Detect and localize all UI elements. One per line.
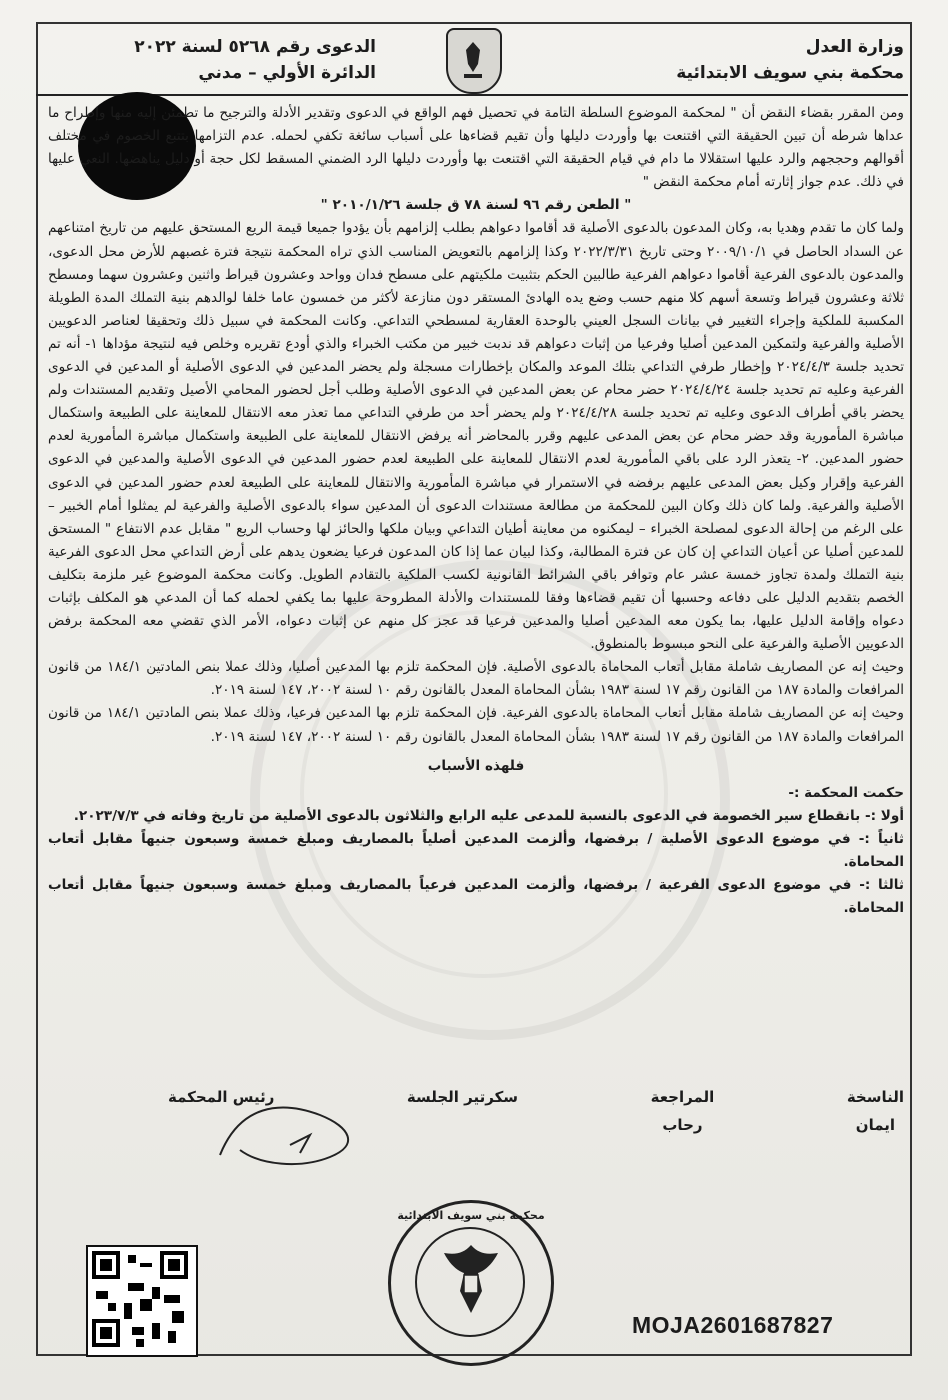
signature-name: رحاب (662, 1116, 703, 1134)
counterclaim-costs-paragraph: وحيث إنه عن المصاريف شاملة مقابل أتعاب المحاماة بالدعوى الفرعية. فإن المحكمة تلزم بها المدعين فرعيا، وذلك عملا بنص المادتين ١٨٤/١ من قانون المرافعات والمادة ١٨٧ من القانون رقم ١٧ لسنة ١٩٨٣ بشأن المحاماة المعدل بالقانون رقم ١٠ لسنة ٢٠٠٢، ١٤٧ لسنة ٢٠١٩. (48, 705, 904, 745)
ruling-intro: حكمت المحكمة :- (788, 784, 904, 801)
signature-reviewer (651, 1083, 715, 1139)
header-court-info (676, 34, 904, 86)
signature-row (48, 1083, 904, 1139)
ruling-item: ثانياً :- في موضوع الدعوى الأصلية / برفضها، وألزمت المدعين أصلياً بالمصاريف ومبلغ خمسة وسبعون جنيهاً مقابل أتعاب المحاماة. (48, 830, 904, 870)
reasons-heading: فلهذه الأسباب (427, 757, 525, 774)
stamp-text: محكمة بني سويف الابتدائية (397, 1209, 545, 1222)
circuit-name: الدائرة الأولي – مدني (198, 63, 376, 83)
signature-role: رئيس المحكمة (168, 1088, 275, 1106)
case-reasoning-paragraph: ولما كان ما تقدم وهديا به، وكان المدعون بالدعوى الأصلية قد أقاموا دعواهم بطلب إلزامهم بأن يؤدوا جميعا قيمة الريع المستحق عليهم من تاريخ امتناعهم عن السداد الحاصل في ٢٠٠٩/١٠/١ وحتى تاريخ ٢٠٢٢/٣/٣١ وكذا إلزامهم بالتعويض المناسب الذي تراه المحكمة نتيجة فترة غصبهم للأرض محل الدعوى، والمدعون بالدعوى الفرعية أقاموا دعواهم الفرعية طالبين الحكم بتثبيت ملكيتهم على مسطح فدان وواحد وعشرون قيراط واثنين وعشرون سهما ومسطح ثلاثة وعشرون قيراط وتسعة أسهم كلا منهم حسب وضع يده الهادئ المستقر دون منازعة لأكثر من خمسون عاما خلفا لوالدهم بنية التملك المدة الطويلة المكسبة للملكية وإجراء التغيير في بيانات السجل العيني بالوحدة العقارية لمسطحي التداعي. وكانت المحكمة في سبيل ذلك وتحقيقا لعناصر الدعويين الأصلية والفرعية ولتمكين المدعين أصليا وفرعيا من إثبات دعواهم قد ندبت خبير من مكتب الخبراء والذي أودع تقريره وخلص فيه لنتيجة مؤداها ١- أنه تم تحديد جلسة ٢٠٢٤/٤/٣ وإخطار طرفي التداعي بتلك الموعد والمكان بإخطارات مسجلة ولم يحضر المدعين في الدعوى الأصلية أو المدعين في الدعوى الفرعية وعليه تم تحديد جلسة ٢٠٢٤/٤/٢٤ حضر محام عن بعض المدعين في الدعوى الأصلية وطلب أجل لحضور المحامي الأصيل وتقديم المستندات ولم يحضر باقي أطراف الدعوى وعليه تم تحديد جلسة ٢٠٢٤/٤/٢٨ ولم يحضر أحد من طرفي التداعي مما تعذر معه الانتقال للمعاينة على الطبيعة واستكمال مباشرة المأمورية وقد حضر محام عن بعض المدعى عليهم وقرر بالمحاضر أنه يرفض الانتقال للمعاينة على الطبيعة واستكمال مباشرة المأمورية لعدم حضور المدعين. ٢- يتعذر الرد على باقي المأمورية لعدم الانتقال للمعاينة على الطبيعة لعدم حضور المدعين في الدعوى الأصلية والمدعين في الدعوى الفرعية وإقرار وكيل بعض المدعى عليهم برفضه في الاستمرار في مباشرة المأمورية والانتقال للمعاينة على الطبيعة لعدم حضور المدعين في الدعوى الأصلية والفرعية. ولما كان ذلك وكان البين للمحكمة من مطالعة مستندات الدعوى أن المدعين سواء بالدعوى الأصلية والفرعية لم يمثلوا أمام الخبير – على الرغم من إحالة الدعوى لمصلحة الخبراء – ليمكنوه من معاينة أطيان التداعي وبيان ملكها والحائز لها وحساب الريع " مقابل عدم الانتفاع " المستحق للمدعين أصليا عن أعيان التداعي إن كان عن فترة المطالبة، وكذا لبيان عما إذا كان المدعون فرعيا يضعون يدهم على أرض التداعي محل الدعوى الفرعية بنية التملك ولمدة تجاوز خمسة عشر عام وتوافر باقي الشرائط القانونية لكسب الملكية بالتقادم الطويل. وكانت محكمة الموضوع غير ملزمة بتكليف الخصم بتقديم الدليل على دفاعه وحسبها أن تقيم قضاءها وفقا للمستندات والأدلة المطروحة عليها بما يكفي لحمله كما أن المدعي هو المكلف بإثبات دعواه وإقامة الدليل عليها، بما يكون معه المدعين أصليا والمدعين فرعيا قد عجز كل منهم عن إثبات دعواه، الأمر الذي تقضي معه المحكمة برفض الدعويين الأصلية والفرعية على النحو مبسوط بالمنطوق. (48, 220, 904, 653)
eagle-emblem-icon (434, 1239, 508, 1325)
document-serial-number: MOJA2601687827 (632, 1312, 834, 1338)
case-number: الدعوى رقم ٥٢٦٨ لسنة ٢٠٢٢ (134, 37, 376, 57)
ministry-emblem-icon (446, 28, 502, 94)
judge-handwritten-signature (200, 1095, 390, 1179)
signature-role: الناسخة (846, 1088, 904, 1106)
signature-typist (847, 1083, 904, 1139)
judgment-body (48, 102, 904, 920)
header-case-info (96, 34, 376, 86)
appeal-citation: " الطعن رقم ٩٦ لسنة ٧٨ ق جلسة ٢٠١٠/١/٢٦ " (320, 197, 632, 214)
court-seal-stamp (388, 1200, 554, 1366)
legal-precedent-paragraph: ومن المقرر بقضاء النقض أن " لمحكمة الموضوع السلطة التامة في تحصيل فهم الواقع في الدعوى وتقدير الأدلة والترجيح ما تطمئن إليه منها وإطراح ما عداها شرطه أن تبين الحقيقة التي اقتنعت بها وأوردت دليلها وأن تقيم قضاءها على أسباب سائغة تكفي لحمله. عدم التزامها بتتبع الخصوم في مختلف أقوالهم وحججهم والرد عليها استقلالا ما دام في قيام الحقيقة التي اقتنعت بها وأوردت دليلها الرد الضمني المسقط لكل حجة أو دليل يناهضها. النعي عليها في ذلك. عدم جواز إثارته أمام محكمة النقض " (48, 105, 904, 191)
ruling-item: أولا :- بانقطاع سير الخصومة في الدعوى بالنسبة للمدعى عليه الرابع والثلاثون بالدعوى الأصلية من تاريخ وفاته في ٢٠٢٣/٧/٣. (73, 807, 904, 824)
signature-role: سكرتير الجلسة (406, 1088, 519, 1106)
original-costs-paragraph: وحيث إنه عن المصاريف شاملة مقابل أتعاب المحاماة بالدعوى الأصلية. فإن المحكمة تلزم بها المدعين أصليا، وذلك عملا بنص المادتين ١٨٤/١ من قانون المرافعات والمادة ١٨٧ من القانون رقم ١٧ لسنة ١٩٨٣ بشأن المحاماة المعدل بالقانون رقم ١٠ لسنة ٢٠٠٢، ١٤٧ لسنة ٢٠١٩. (48, 659, 905, 699)
header-divider (36, 94, 908, 96)
court-name: محكمة بني سويف الابتدائية (676, 63, 904, 83)
signature-role: المراجعة (650, 1088, 715, 1106)
ministry-name: وزارة العدل (805, 37, 904, 57)
qr-code-icon (86, 1245, 198, 1357)
ruling-item: ثالثا :- في موضوع الدعوى الفرعية / برفضها، وألزمت المدعين فرعياً بالمصاريف ومبلغ خمسة وسبعون جنيهاً مقابل أتعاب المحاماة. (48, 877, 904, 917)
signature-name: ايمان (855, 1116, 896, 1134)
signature-secretary (407, 1083, 518, 1139)
